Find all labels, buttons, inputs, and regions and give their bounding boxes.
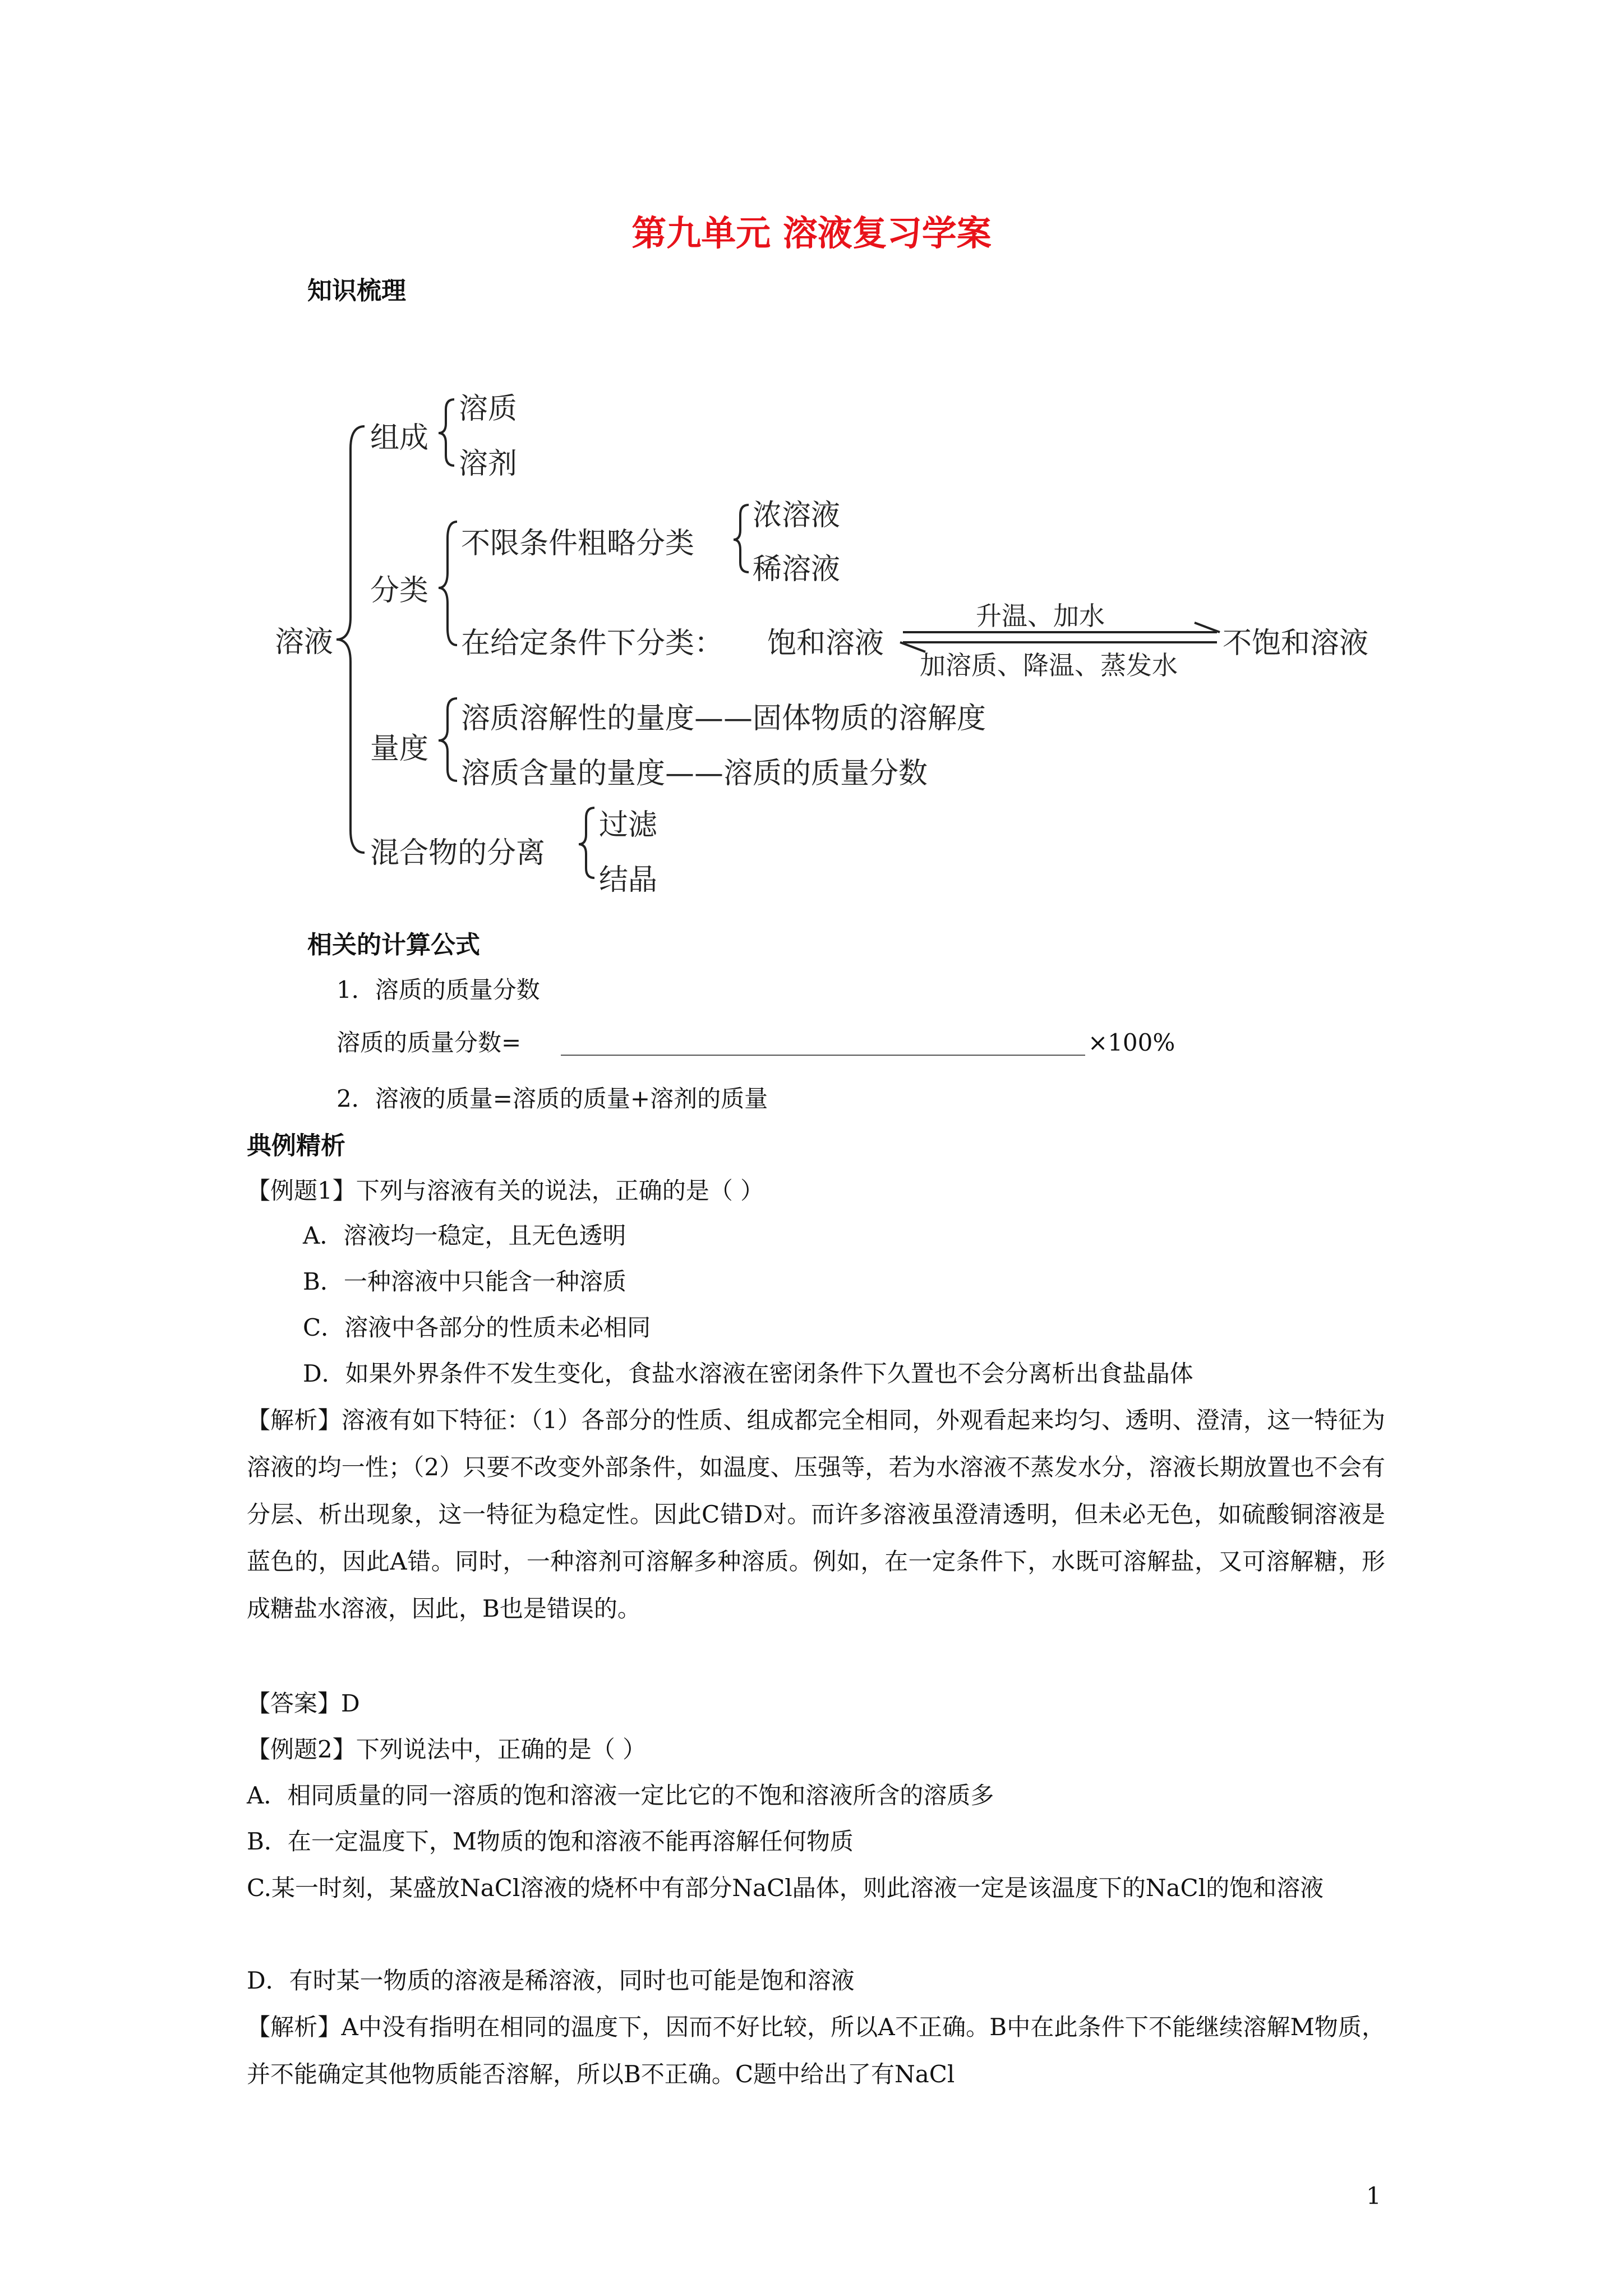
saturated-solution: 饱和溶液 bbox=[767, 627, 884, 660]
classification-label: 分类 bbox=[370, 574, 429, 608]
section-heading-knowledge: 知识梳理 bbox=[307, 277, 406, 305]
given-classification-label: 在给定条件下分类： bbox=[461, 627, 724, 660]
formula-2: 2．溶液的质量=溶质的质量+溶剂的质量 bbox=[336, 1085, 768, 1112]
example-1-question: 【例题1】下列与溶液有关的说法，正确的是（ ） bbox=[247, 1177, 764, 1204]
composition-brace bbox=[439, 399, 454, 466]
formula-1-blank-line bbox=[561, 1055, 1085, 1056]
example-1-answer: 【答案】D bbox=[247, 1690, 360, 1717]
example-2-option-a: A．相同质量的同一溶质的饱和溶液一定比它的不饱和溶液所含的溶质多 bbox=[247, 1782, 994, 1809]
separation-item-filtration: 过滤 bbox=[599, 808, 658, 842]
page-title: 第九单元 溶液复习学案 bbox=[631, 213, 992, 254]
formula-1-lhs: 溶质的质量分数= bbox=[336, 1029, 522, 1056]
composition-label: 组成 bbox=[370, 421, 429, 455]
section-heading-formulas: 相关的计算公式 bbox=[307, 931, 480, 959]
unsaturated-solution: 不饱和溶液 bbox=[1223, 627, 1369, 660]
example-1-analysis: 【解析】溶液有如下特征：（1）各部分的性质、组成都完全相同，外观看起来均匀、透明、澄清，这一特征为溶液的均一性；（2）只要不改变外部条件，如温度、压强等，若为水溶液不蒸发水分，溶液长期放置也不会有分层、析出现象，这一特征为稳定性。因此C错D对。而许多溶液虽澄清透明，但未必无色，如硫酸铜溶液是蓝色的，因此A错。同时，一种溶剂可溶解多种溶质。例如，在一定条件下，水既可溶解盐，又可溶解糖，形成糖盐水溶液，因此，B也是错误的。 bbox=[247, 1406, 1385, 1622]
root-brace bbox=[336, 426, 365, 853]
example-1-option-a: A．溶液均一稳定，且无色透明 bbox=[303, 1222, 626, 1249]
measure-item-mass-fraction: 溶质含量的量度——溶质的质量分数 bbox=[461, 757, 928, 790]
formula-1-rhs: ×100% bbox=[1088, 1029, 1175, 1056]
example-2-question: 【例题2】下列说法中，正确的是（ ） bbox=[247, 1736, 647, 1763]
rough-classification-label: 不限条件粗略分类 bbox=[461, 527, 695, 560]
composition-item-solute: 溶质 bbox=[459, 392, 518, 426]
rough-item-dilute: 稀溶液 bbox=[753, 553, 841, 586]
forward-arrow-head bbox=[1195, 623, 1220, 632]
example-1-option-d: D．如果外界条件不发生变化，食盐水溶液在密闭条件下久置也不会分离析出食盐晶体 bbox=[303, 1360, 1193, 1387]
measure-label: 量度 bbox=[370, 732, 429, 766]
composition-item-solvent: 溶剂 bbox=[459, 447, 518, 481]
example-2-option-c: C.某一时刻，某盛放NaCl溶液的烧杯中有部分NaCl晶体，则此溶液一定是该温度下的NaCl的饱和溶液 bbox=[247, 1874, 1324, 1902]
example-2-option-b: B．在一定温度下，M物质的饱和溶液不能再溶解任何物质 bbox=[247, 1828, 854, 1855]
formula-1-title: 1．溶质的质量分数 bbox=[336, 976, 540, 1004]
measure-brace bbox=[439, 698, 457, 781]
example-1-option-b: B．一种溶液中只能含一种溶质 bbox=[303, 1268, 626, 1295]
example-1-option-c: C．溶液中各部分的性质未必相同 bbox=[303, 1314, 651, 1341]
example-2-analysis: 【解析】A中没有指明在相同的温度下，因而不好比较，所以A不正确。B中在此条件下不能继续溶解M物质，并不能确定其他物质能否溶解，所以B不正确。C题中给出了有NaCl bbox=[247, 2013, 1385, 2088]
measure-item-solubility: 溶质溶解性的量度——固体物质的溶解度 bbox=[461, 702, 986, 735]
rough-brace bbox=[734, 505, 749, 572]
classification-brace bbox=[439, 522, 457, 645]
forward-condition: 升温、加水 bbox=[976, 601, 1105, 631]
example-2-option-d: D．有时某一物质的溶液是稀溶液，同时也可能是饱和溶液 bbox=[247, 1967, 855, 1994]
backward-condition: 加溶质、降温、蒸发水 bbox=[920, 650, 1178, 680]
mindmap-root: 溶液 bbox=[275, 625, 334, 659]
section-heading-examples: 典例精析 bbox=[247, 1131, 345, 1160]
separation-brace bbox=[579, 808, 594, 878]
page-number: 1 bbox=[1366, 2182, 1381, 2210]
separation-label: 混合物的分离 bbox=[370, 836, 546, 870]
separation-item-crystallization: 结晶 bbox=[599, 863, 658, 897]
rough-item-concentrated: 浓溶液 bbox=[753, 499, 841, 532]
